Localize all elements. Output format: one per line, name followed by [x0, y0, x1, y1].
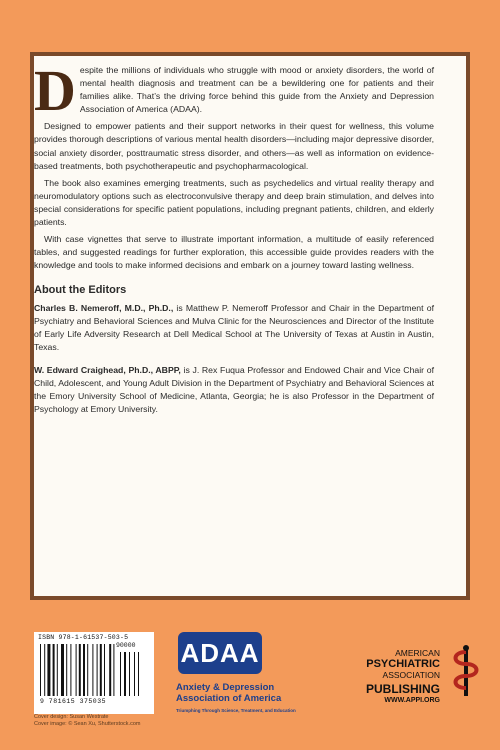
barcode-bar — [57, 644, 58, 696]
description-paragraph-2: Designed to empower patients and their support networks in their quest for wellness, this volume provides thorough descriptions of various mental health disorders—including major depressive disorder, social anxiety disorder, posttraumatic stress disorder, and others—as well as information on evidence-based treatments, both psychotherapeutic and psychopharmacological. — [34, 121, 434, 171]
publisher-logo-text: AMERICAN PSYCHIATRIC ASSOCIATION PUBLISHING — [365, 648, 440, 696]
barcode-bar — [76, 644, 77, 696]
publisher-website: WWW.APPI.ORG — [384, 697, 440, 704]
editor-bio-2: W. Edward Craighead, Ph.D., ABPP, is J. Rex Fuqua Professor and Endowed Chair and Vice Chair of Child, Adolescent, and Young Adult Division in the Department of Psychiatry and Behavioral Sciences at the Emory University School of Medicine, Atlanta, Georgia; he is also Professor in the Department of Psychology at Emory University. — [34, 364, 434, 415]
description-paragraph-4: With case vignettes that serve to illustrate important information, a multitude of easily referenced tables, and suggested readings for further exploration, this accessible guide provides readers with the knowledge and tools to make informed decisions and embark on a journey toward lasting wellness. — [34, 234, 434, 271]
isbn-text: ISBN 978-1-61537-503-5 — [38, 634, 129, 641]
barcode-bar — [61, 644, 64, 696]
apa-emblem-icon — [446, 642, 486, 700]
editor-bio-1: Charles B. Nemeroff, M.D., Ph.D., is Matthew P. Nemeroff Professor and Chair in the Department of Psychiatry and Behavioral Sciences and Mulva Clinic for the Neurosciences and Director of the Institute of Early Life Adversity Research at Dell Medical School at The University of Texas at Austin in Austin, Texas. — [34, 302, 434, 352]
barcode-bar — [129, 652, 130, 696]
back-cover-text — [34, 58, 434, 426]
barcode-bar — [44, 644, 45, 696]
description-paragraph-1: Despite the millions of individuals who struggle with mood or anxiety disorders, the world of mental health diagnosis and treatment can be a bewildering one for patients and their families alike. That’s the driving force behind this guide from the Anxiety and Depression Association of America (ADAA). — [34, 58, 434, 123]
about-editors-heading: About the Editors — [34, 284, 127, 297]
barcode-bar — [134, 652, 135, 696]
barcode-bar — [83, 644, 85, 696]
barcode-bar — [92, 644, 93, 696]
editor-name-1: Charles B. Nemeroff, M.D., Ph.D., — [34, 302, 174, 313]
barcode-bar — [79, 644, 81, 696]
editor-name-2: W. Edward Craighead, Ph.D., ABPP, — [34, 364, 181, 375]
barcode-bar — [120, 652, 121, 696]
barcode-bar — [113, 644, 114, 696]
adaa-logo: ADAA — [178, 632, 262, 674]
barcode-bar — [104, 644, 105, 696]
barcode-bar — [138, 652, 139, 696]
barcode-bar — [66, 644, 67, 696]
barcode-bar — [109, 644, 111, 696]
barcode-bar — [47, 644, 50, 696]
adaa-tagline: Triumphing Through Science, Treatment, and Education — [176, 708, 296, 713]
barcode-bar — [53, 644, 55, 696]
barcode-bar — [97, 644, 98, 696]
price-code: 90000 — [116, 642, 136, 649]
description-paragraph-3: The book also examines emerging treatments, such as psychedelics and virtual reality therapy and neuromodulatory options such as electroconvulsive therapy and deep brain stimulation, and delves into special considerations for specific patient populations, including pregnant patients, children, and elderly patients. — [34, 177, 434, 228]
isbn-barcode — [34, 632, 154, 714]
adaa-name: Anxiety & Depression Association of America — [176, 682, 282, 704]
isbn-digits: 9 781615 375035 — [40, 698, 107, 705]
barcode-bar — [124, 652, 126, 696]
drop-cap: D — [34, 58, 76, 123]
barcode-bar — [100, 644, 102, 696]
barcode-bar — [40, 644, 41, 696]
barcode-bar — [70, 644, 71, 696]
barcode-bars — [40, 644, 148, 696]
barcode-bar — [87, 644, 88, 696]
cover-credits: Cover design: Susan Westrate Cover image: © Sean Xu, Shutterstock.com — [34, 714, 141, 727]
